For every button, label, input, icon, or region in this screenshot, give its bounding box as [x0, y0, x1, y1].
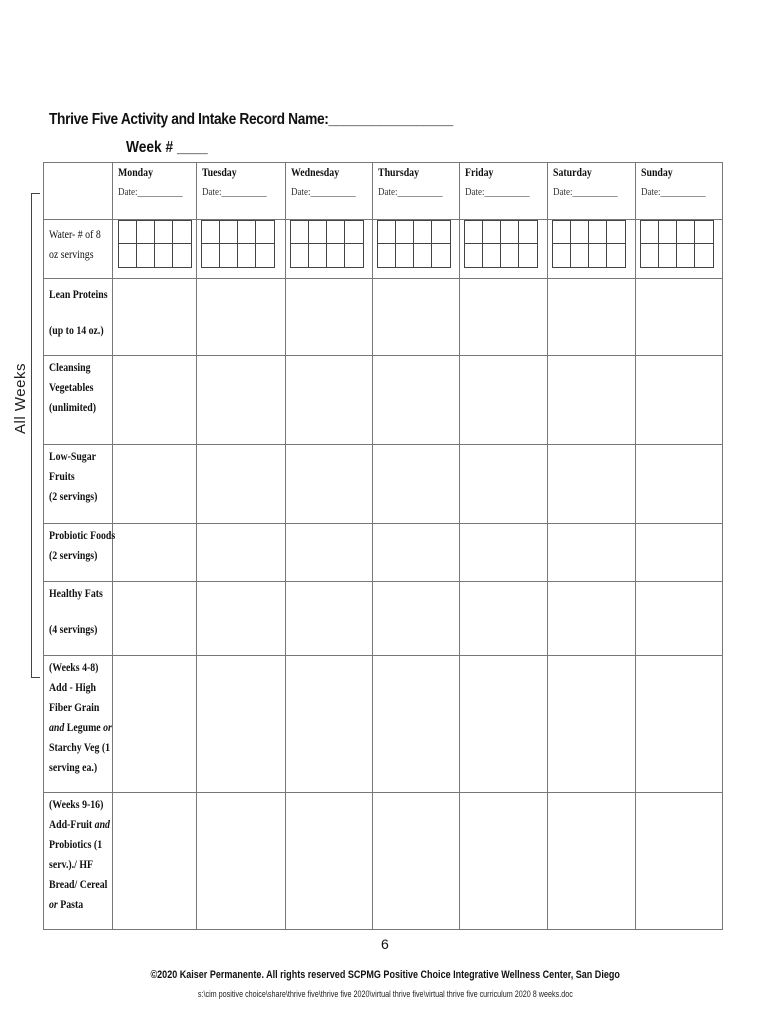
copyright-footer: ©2020 Kaiser Permanente. All rights reserved SCPMG Positive Choice Integrative Wellness Center, San Diego [150, 969, 620, 981]
date-field-sunday[interactable]: Date:__________ [641, 186, 706, 198]
day-header-thursday: Thursday [378, 165, 420, 179]
date-field-monday[interactable]: Date:__________ [118, 186, 183, 198]
page-number: 6 [381, 936, 389, 952]
date-field-tuesday[interactable]: Date:__________ [202, 186, 267, 198]
row-label-probiotic-foods: Probiotic Foods (2 servings) [49, 528, 116, 562]
row-label-cleansing-vegetables: Cleansing Vegetables (unlimited) [49, 360, 97, 414]
water-tracker-monday[interactable] [118, 220, 192, 268]
all-weeks-brace [31, 193, 42, 678]
row-label-lean-proteins: Lean Proteins (up to 14 oz.) [49, 287, 108, 337]
week-label: Week # ____ [126, 139, 208, 156]
water-tracker-sunday[interactable] [640, 220, 714, 268]
day-header-monday: Monday [118, 165, 154, 179]
all-weeks-label: All Weeks [11, 363, 29, 434]
day-header-sunday: Sunday [641, 165, 673, 179]
day-header-saturday: Saturday [553, 165, 592, 179]
day-header-friday: Friday [465, 165, 494, 179]
day-header-tuesday: Tuesday [202, 165, 237, 179]
row-label-healthy-fats: Healthy Fats (4 servings) [49, 586, 103, 636]
day-header-wednesday: Wednesday [291, 165, 340, 179]
date-field-friday[interactable]: Date:__________ [465, 186, 530, 198]
date-field-saturday[interactable]: Date:__________ [553, 186, 618, 198]
row-label-weeks-4-8: (Weeks 4-8) Add - High Fiber Grain and Legume or Starchy Veg (1 serving ea.) [49, 660, 112, 774]
file-path: s:\cim positive choice\share\thrive five\thrive five 2020\virtual thrive five\virtual thrive five curriculum 2020 8 weeks.doc [197, 989, 573, 999]
date-field-thursday[interactable]: Date:__________ [378, 186, 443, 198]
page-title: Thrive Five Activity and Intake Record Name:_________________ [49, 111, 453, 128]
water-tracker-saturday[interactable] [552, 220, 626, 268]
water-tracker-wednesday[interactable] [290, 220, 364, 268]
row-label-low-sugar-fruits: Low-Sugar Fruits (2 servings) [49, 449, 98, 503]
water-tracker-friday[interactable] [464, 220, 538, 268]
date-field-wednesday[interactable]: Date:__________ [291, 186, 356, 198]
row-label-water: Water- # of 8 oz servings [49, 227, 101, 261]
row-label-weeks-9-16: (Weeks 9-16) Add-Fruit and Probiotics (1 serv.)./ HF Bread/ Cereal or Pasta [49, 797, 110, 911]
water-tracker-thursday[interactable] [377, 220, 451, 268]
water-tracker-tuesday[interactable] [201, 220, 275, 268]
